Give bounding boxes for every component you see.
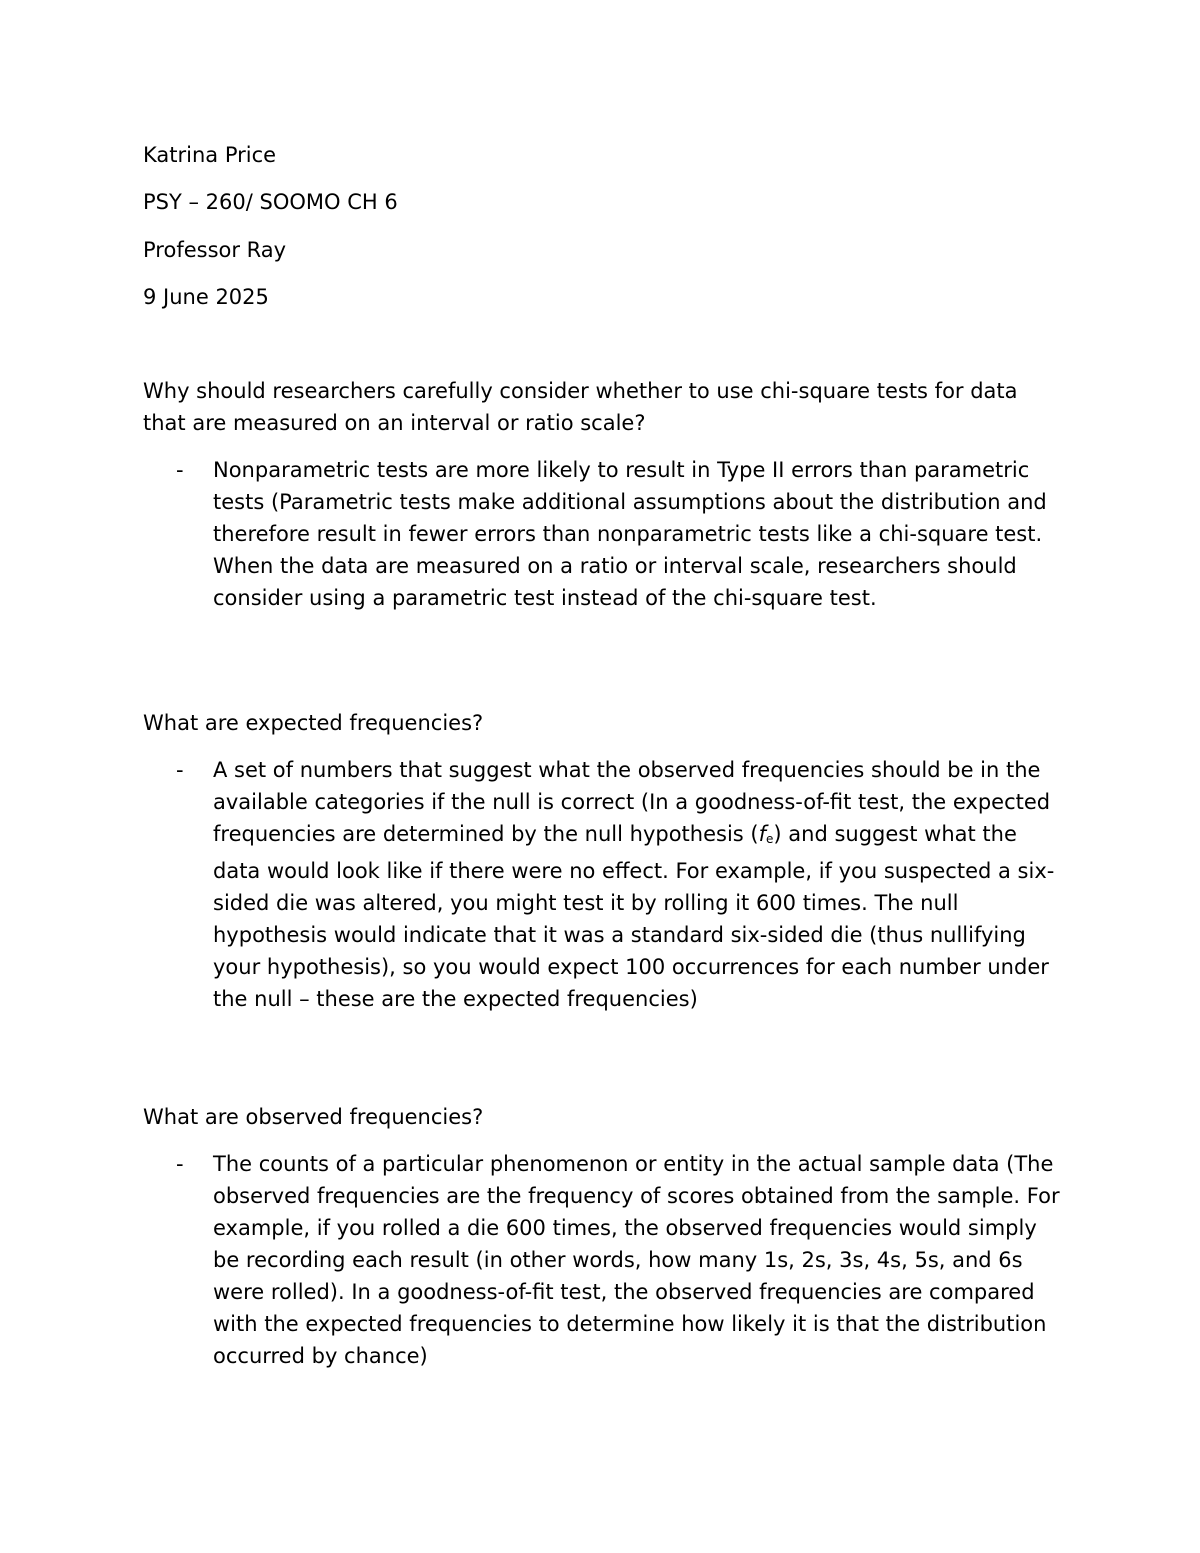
course-line: PSY – 260/ SOOMO CH 6: [143, 190, 398, 214]
expected-frequency-subscript: e: [766, 832, 774, 846]
question-3: What are observed frequencies?: [143, 1105, 484, 1129]
answer-3-text: The counts of a particular phenomenon or entity in the actual sample data (The observed frequencies are the frequency of scores obtained from the sample. For example, if you rolled a die 600 times, the observed frequencies would simply be recording each result (in other words, how many 1s, 2s, 3s, 4s, 5s, and 6s were rolled). In a goodness-of-fit test, the observed frequencies are compared with the expected frequencies to determine how likely it is that the distribution occurred by chance): [213, 1152, 1060, 1368]
answer-3: [143, 1148, 1063, 1372]
date-line: 9 June 2025: [143, 285, 269, 309]
professor-line: Professor Ray: [143, 238, 287, 262]
question-1: Why should researchers carefully consider whether to use chi-square tests for data that are measured on an interval or ratio scale?: [143, 379, 1018, 435]
author-name: Katrina Price: [143, 143, 277, 167]
bullet-marker: -: [176, 758, 184, 782]
answer-2-part2: ) and suggest what the data would look like if there were no effect. For example, if you suspected a six-sided die was altered, you might test it by rolling it 600 times. The null hypothesis would indicate that it was a standard six-sided die (thus nullifying your hypothesis), so you would expect 100 occurrences for each number under the null – these are the expected frequencies): [213, 822, 1055, 1011]
answer-1-text: Nonparametric tests are more likely to result in Type II errors than parametric tests (Parametric tests make additional assumptions about the distribution and therefore result in fewer errors than nonparametric tests like a chi-square test. When the data are measured on a ratio or interval scale, researchers should consider using a parametric test instead of the chi-square test.: [213, 458, 1047, 610]
bullet-marker: -: [176, 458, 184, 482]
answer-1: [143, 454, 1063, 614]
question-2: What are expected frequencies?: [143, 711, 484, 735]
answer-2-text: [213, 754, 1063, 1015]
answer-2-part1: A set of numbers that suggest what the observed frequencies should be in the available categories if the null is correct (In a goodness-of-fit test, the expected frequencies are determined by the null hypothesis (: [213, 758, 1051, 846]
expected-frequency-symbol: f: [758, 822, 767, 846]
bullet-marker: -: [176, 1152, 184, 1176]
answer-2: [143, 754, 1063, 1015]
